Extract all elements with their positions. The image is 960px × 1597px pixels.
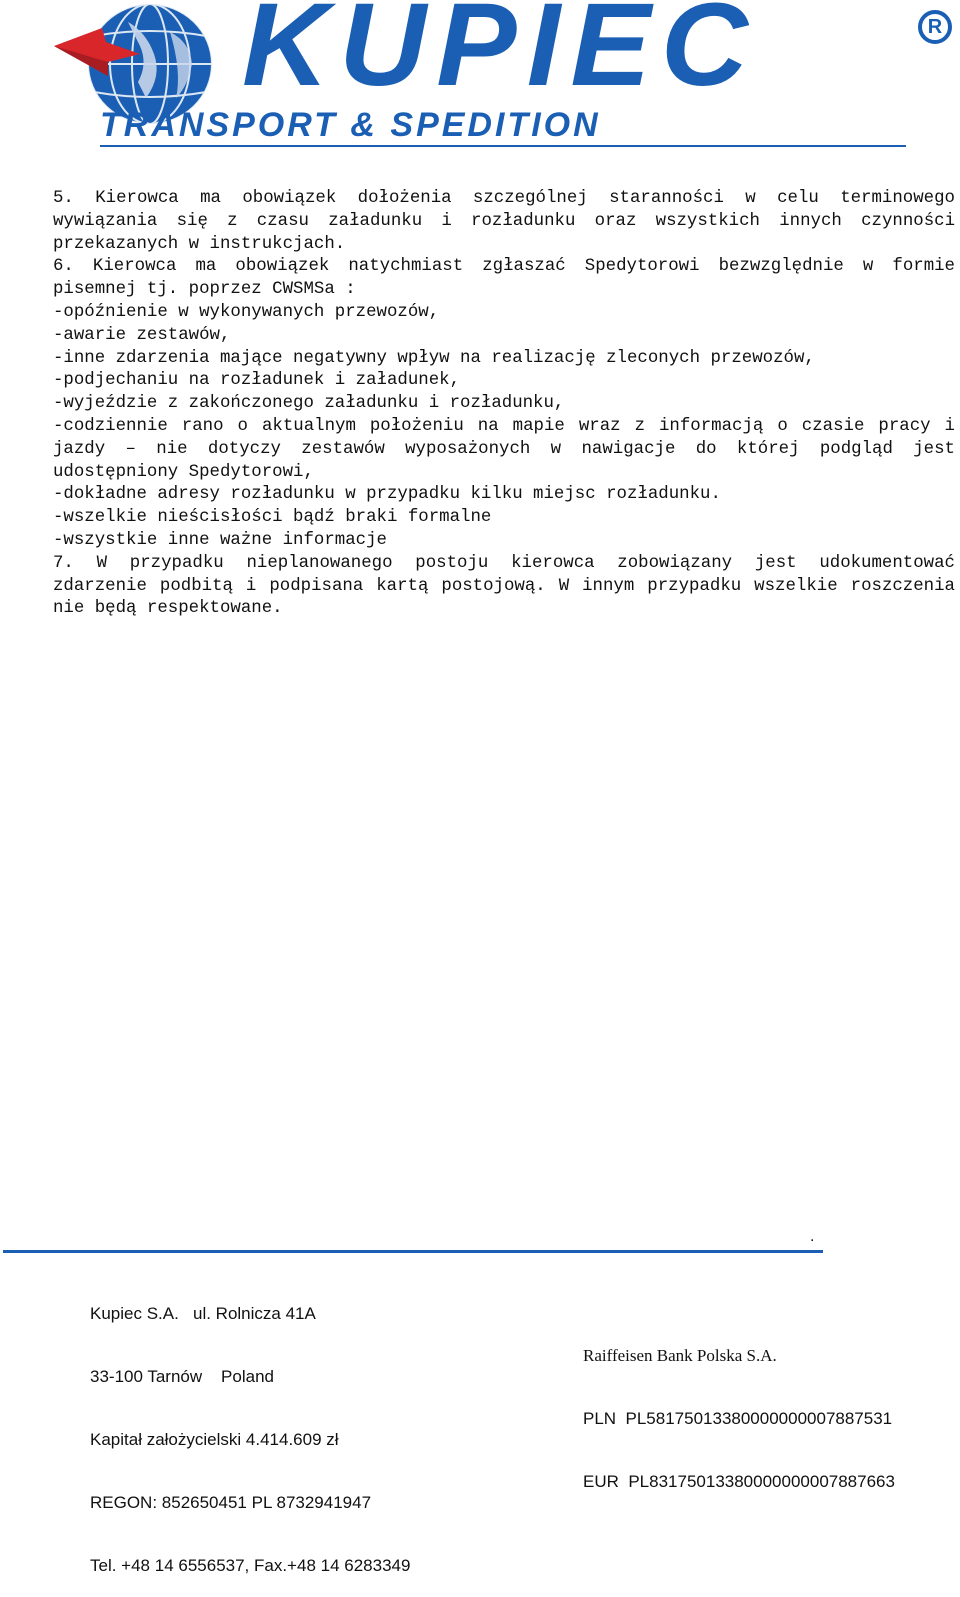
list-item: -opóźnienie w wykonywanych przewozów,	[53, 302, 440, 322]
list-item: -podjechaniu na rozładunek i załadunek,	[53, 371, 461, 391]
company-regon: REGON: 852650451 PL 8732941947	[90, 1493, 372, 1512]
brand-tagline: TRANSPORT & SPEDITION	[100, 106, 601, 144]
bank-name: Raiffeisen Bank Polska S.A.	[583, 1346, 777, 1365]
company-city: 33-100 Tarnów Poland	[90, 1367, 274, 1386]
list-item: -inne zdarzenia mające negatywny wpływ na realizację zleconych przewozów,	[53, 348, 815, 368]
paragraph-item-5: 5. Kierowca ma obowiązek dołożenia szczególnej staranności w celu terminowego wywiązania się z czasu załadunku i rozładunku oraz wszystkich innych czynności przekazanych w instrukcjach.	[53, 189, 955, 254]
paragraph-item-6: 6. Kierowca ma obowiązek natychmiast zgłaszać Spedytorowi bezwzględnie w formie pisemnej tj. poprzez CWSMSa :	[53, 257, 955, 300]
header-divider	[100, 145, 906, 147]
list-item: -wszelkie nieścisłości bądź braki formalne	[53, 508, 492, 528]
company-address-block	[90, 1261, 410, 1597]
company-capital: Kapitał założycielski 4.414.609 zł	[90, 1430, 339, 1449]
paragraph-item-7: 7. W przypadku nieplanowanego postoju kierowca zobowiązany jest udokumentować zdarzenie podbitą i podpisana kartą postojową. W innym przypadku wszelkie roszczenia nie będą respektowane.	[53, 553, 955, 619]
letterhead	[0, 0, 960, 150]
bank-details-block	[583, 1303, 895, 1513]
list-item: -codziennie rano o aktualnym położeniu na mapie wraz z informacją o czasie pracy i jazdy – nie dotyczy zestawów wyposażonych w nawigacje do której podgląd jest udostępniony Spedytorowi,	[53, 416, 955, 482]
list-item: -dokładne adresy rozładunku w przypadku kilku miejsc rozładunku.	[53, 485, 721, 505]
footer-dot: .	[810, 1228, 815, 1245]
footer-divider	[3, 1250, 823, 1253]
company-phone-fax: Tel. +48 14 6556537, Fax.+48 14 6283349	[90, 1556, 411, 1575]
list-item: -wszystkie inne ważne informacje	[53, 530, 387, 550]
list-item: -wyjeździe z zakończonego załadunku i rozładunku,	[53, 394, 565, 414]
bank-account-pln: PLN PL58175013380000000007887531	[583, 1409, 893, 1428]
document-body	[53, 188, 955, 621]
list-item: -awarie zestawów,	[53, 325, 231, 345]
bank-account-eur: EUR PL83175013380000000007887663	[583, 1472, 895, 1491]
registered-mark-icon: R	[918, 10, 952, 44]
brand-logo-text: KUPIEC	[242, 0, 758, 111]
company-name-address: Kupiec S.A. ul. Rolnicza 41A	[90, 1304, 316, 1323]
